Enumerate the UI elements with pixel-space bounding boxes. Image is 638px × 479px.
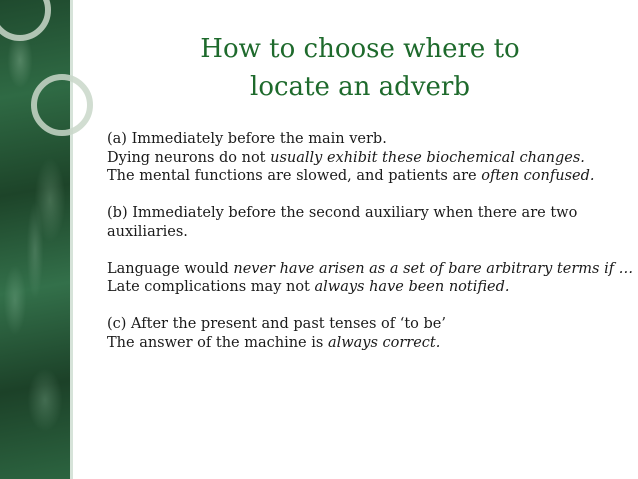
section-a-example-2: [107, 167, 612, 186]
example-adverb-phrase: usually exhibit these biochemical changes.: [270, 149, 585, 166]
example-text: The answer of the machine is: [107, 334, 328, 351]
example-text: The mental functions are slowed, and patients are: [107, 168, 482, 184]
section-c-example-1: [107, 334, 612, 353]
slide-title: [150, 30, 570, 106]
section-b-examples: [107, 260, 634, 297]
section-c-heading: (c) After the present and past tenses of ‘to be’: [107, 316, 446, 332]
title-line-2: locate an adverb: [250, 72, 470, 102]
example-adverb-phrase: often confused.: [481, 168, 595, 184]
slide-body: [107, 130, 634, 352]
section-b-example-2: [107, 278, 612, 297]
section-b-heading: (b) Immediately before the second auxiliary when there are two auxiliaries.: [107, 205, 578, 240]
section-b-example-1: [107, 260, 634, 279]
example-adverb-phrase: always have been notified.: [314, 279, 510, 295]
example-adverb-phrase: always correct.: [327, 334, 441, 351]
title-line-1: How to choose where to: [200, 34, 520, 64]
example-text: Late complications may not: [107, 279, 315, 295]
example-text: Dying neurons do not: [107, 149, 271, 166]
example-text: Language would: [107, 260, 234, 277]
section-a-example-1: [107, 149, 612, 168]
example-adverb-phrase: never have arisen as a set of bare arbitrary terms if …: [233, 260, 634, 277]
decorative-rings-icon: [0, 0, 120, 170]
section-a-heading: (a) Immediately before the main verb.: [107, 131, 387, 147]
section-a-examples: [107, 149, 612, 186]
